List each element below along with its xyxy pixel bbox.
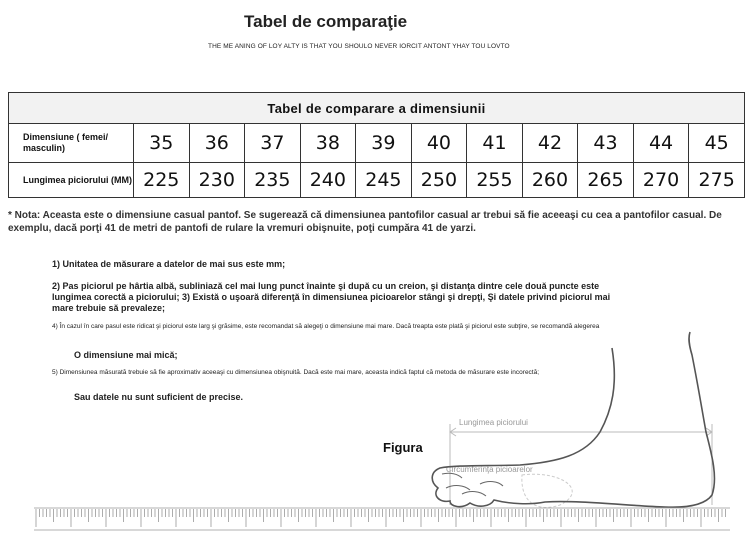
foot-outline — [432, 332, 714, 507]
table-caption: Tabel de comparare a dimensiunii — [9, 93, 745, 124]
foot-circumference-label: Circumferinţa picioarelor — [446, 465, 533, 474]
toe-lines — [442, 473, 503, 496]
size-cell: 45 — [689, 124, 745, 163]
size-cell: 40 — [411, 124, 467, 163]
length-dimension-line — [450, 424, 712, 505]
page-subtitle: THE ME ANING OF LOY ALTY IS THAT YOU SHOULO NEVER IORCIT ANTONT YHAY TOU LOVTO — [208, 43, 510, 50]
instruction-2: 2) Pas piciorul pe hârtia albă, subliniază cel mai lung punct înainte şi după cu un creion, şi distanţa dintre cele două puncte este lungimea corectă a piciorului; 3) Există o uşoară diferenţă în dimensiunea picioarelor stângi şi drepţi, Şi datele privind piciorul mai mare trebuie să prevaleze; — [52, 281, 611, 313]
instruction-4-tail: O dimensiune mai mică; — [74, 350, 178, 360]
size-cell: 42 — [522, 124, 578, 163]
size-cell: 41 — [467, 124, 523, 163]
size-cell: 39 — [356, 124, 412, 163]
instruction-1: 1) Unitatea de măsurare a datelor de mai sus este mm; — [52, 259, 286, 269]
size-cell: 37 — [245, 124, 301, 163]
size-cell: 36 — [189, 124, 245, 163]
length-cell: 275 — [689, 163, 745, 198]
page-title: Tabel de comparaţie — [244, 12, 408, 31]
length-cell: 265 — [578, 163, 634, 198]
length-cell: 260 — [522, 163, 578, 198]
figure-label: Figura — [383, 440, 423, 455]
ruler-ticks — [36, 509, 726, 527]
instruction-4: 4) În cazul în care pasul este ridicat şi piciorul este larg şi grăsime, este recomandat să alegeţi o dimensiune mai mare. Dacă treapta este plată şi piciorul este subţire, se recomandă alegerea — [52, 323, 600, 330]
length-cell: 225 — [134, 163, 190, 198]
foot-length-label: Lungimea piciorului — [459, 418, 528, 427]
length-cell: 235 — [245, 163, 301, 198]
length-cell: 250 — [411, 163, 467, 198]
length-cell: 245 — [356, 163, 412, 198]
size-cell: 44 — [633, 124, 689, 163]
size-cell: 38 — [300, 124, 356, 163]
ruler — [34, 508, 730, 530]
length-cell: 230 — [189, 163, 245, 198]
size-cell: 43 — [578, 124, 634, 163]
length-cell: 240 — [300, 163, 356, 198]
length-cell: 270 — [633, 163, 689, 198]
note-text: * Nota: Aceasta este o dimensiune casual pantof. Se sugerează că dimensiunea pantofilor casual ar trebui să fie aceeaşi cu cea a pantofilor casual. De exemplu, dacă porţi 41 de metri de pantofi de rulare la vremuri obişnuite, poţi cumpăra 41 de yarzi. — [8, 210, 722, 234]
instruction-5-tail: Sau datele nu sunt suficient de precise. — [74, 392, 244, 402]
row-label-size: Dimensiune ( femei/ masculin) — [9, 124, 134, 163]
length-cell: 255 — [467, 163, 523, 198]
row-label-length: Lungimea piciorului (MM) — [9, 163, 134, 198]
size-cell: 35 — [134, 124, 190, 163]
instruction-5: 5) Dimensiunea măsurată trebuie să fie aproximativ aceeaşi cu dimensiunea obişnuită. Dacă este mai mare, aceasta indică faptul că metoda de măsurare este incorectă; — [52, 369, 540, 376]
